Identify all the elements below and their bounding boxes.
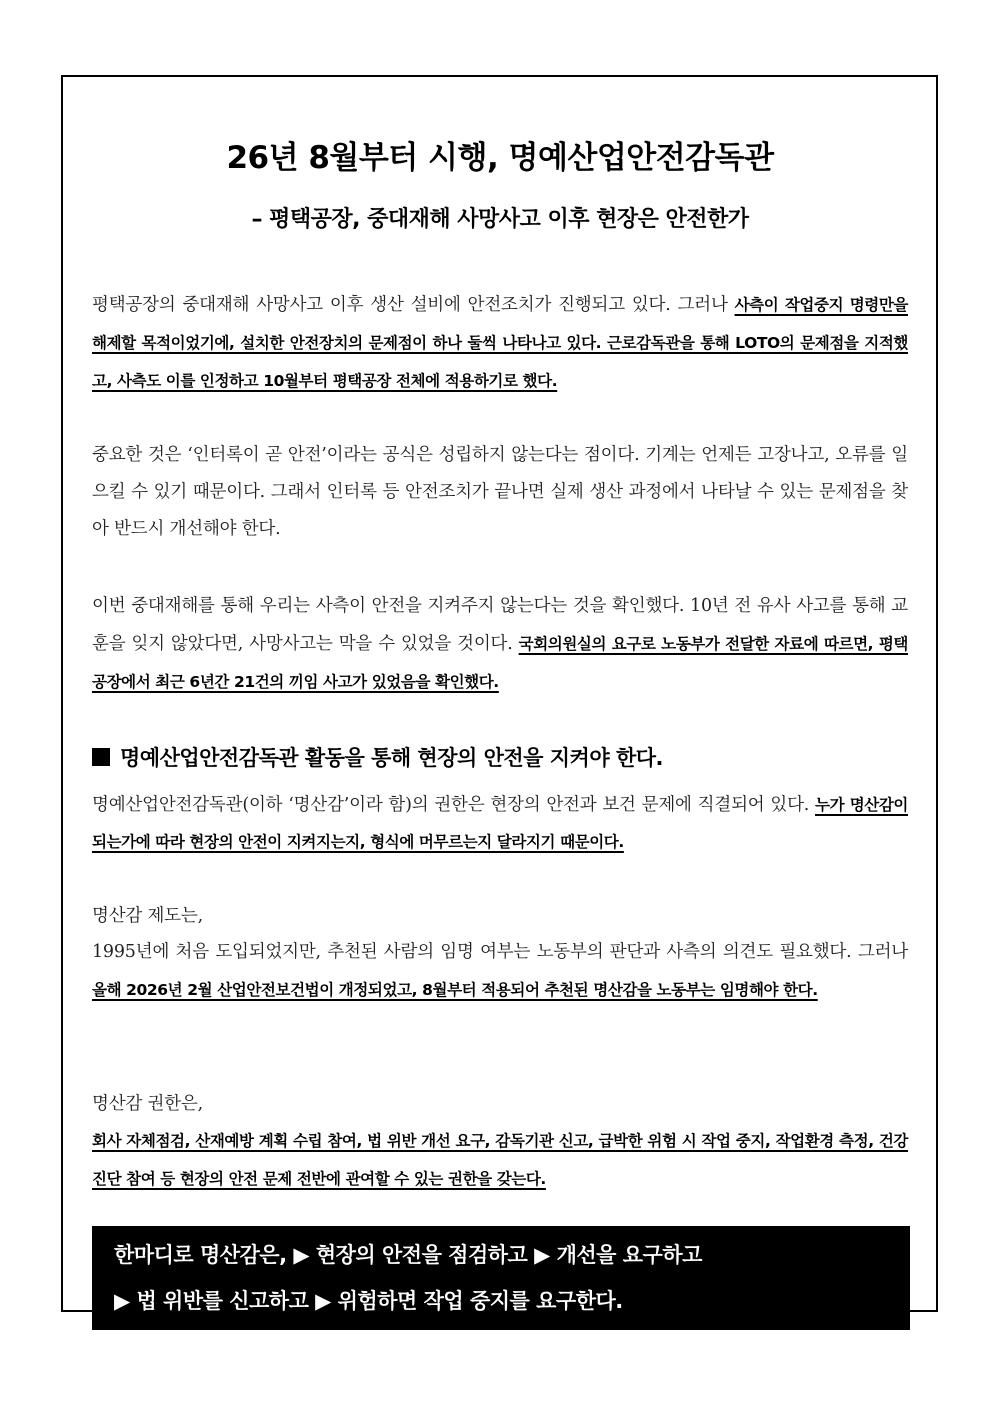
page-subtitle: – 평택공장, 중대재해 사망사고 이후 현장은 안전한가 [251, 207, 749, 232]
section-heading [92, 740, 912, 776]
paragraph-6-emphasis: 회사 자체점검, 산재예방 계획 수립 참여, 법 위반 개선 요구, 감독기관 신고, 급박한 위험 시 작업 중지, 작업환경 측정, 건강진단 참여 등 현장의 안전 문제 전반에 관여할 수 있는 권한을 갖는다. [92, 1132, 908, 1188]
section-heading-text: 명예산업안전감독관 활동을 통해 현장의 안전을 지켜야 한다. [120, 746, 663, 770]
paragraph-4-text: 명예산업안전감독관(이하 ‘명산감’이라 함)의 권한은 현장의 안전과 보건 문제에 직결되어 있다. [92, 795, 816, 815]
paragraph-6 [92, 1122, 908, 1198]
paragraph-2: 중요한 것은 ‘인터록이 곧 안전’이라는 공식은 성립하지 않는다는 점이다. 기계는 언제든 고장나고, 오류를 일으킬 수 있기 때문이다. 그래서 인터록 등 안전조치가 끝나면 실제 생산 과정에서 나타날 수 있는 문제점을 찾아 반드시 개선해야 한다. [92, 445, 908, 539]
paragraph-1-emphasis: 사측이 작업중지 명령만을 해제할 목적이었기에, 설치한 안전장치의 문제점이 하나 둘씩 나타나고 있다. 근로감독관을 통해 LOTO의 문제점을 지적했고, 사측도 이를 인정하고 10월부터 평택공장 전체에 적용하기로 했다. [92, 296, 908, 390]
paragraph-5-text: 1995년에 처음 도입되었지만, 추천된 사람의 임명 여부는 노동부의 판단과 사측의 의견도 필요했다. 그러나 [92, 942, 908, 962]
paragraph-1-text: 평택공장의 중대재해 사망사고 이후 생산 설비에 안전조치가 진행되고 있다. 그러나 [92, 295, 735, 315]
paragraph-3-emphasis: 국회의원실의 요구로 노동부가 전달한 자료에 따르면, 평택공장에서 최근 6년간 21건의 끼임 사고가 있었음을 확인했다. [92, 635, 908, 691]
paragraph-1 [92, 286, 908, 400]
square-bullet-icon [92, 748, 110, 766]
callout-line-2: ▶ 법 위반를 신고하고 ▶ 위험하면 작업 중지를 요구한다. [114, 1289, 623, 1313]
paragraph-4 [92, 787, 908, 861]
paragraph-5 [92, 933, 908, 1009]
page-title: 26년 8월부터 시행, 명예산업안전감독관 [226, 140, 774, 176]
paragraph-5-intro: 명산감 제도는, [92, 906, 203, 926]
summary-callout-box [92, 1226, 910, 1330]
paragraph-3-text: 이번 중대재해를 통해 우리는 사측이 안전을 지켜주지 않는다는 것을 확인했다. 10년 전 유사 사고를 통해 교훈을 잊지 않았다면, 사망사고는 막을 수 있었을 것이다. [92, 596, 908, 654]
paragraph-4-emphasis: 누가 명산감이 되는가에 따라 현장의 안전이 지켜지는지, 형식에 머무르는지 달라지기 때문이다. [92, 796, 908, 851]
paragraph-5-emphasis: 올해 2026년 2월 산업안전보건법이 개정되었고, 8월부터 적용되어 추천된 명산감을 노동부는 임명해야 한다. [92, 981, 818, 999]
paragraph-6-intro: 명산감 권한은, [92, 1094, 203, 1114]
paragraph-3 [92, 587, 908, 701]
callout-line-1: 한마디로 명산감은, ▶ 현장의 안전을 점검하고 ▶ 개선을 요구하고 [114, 1243, 702, 1267]
